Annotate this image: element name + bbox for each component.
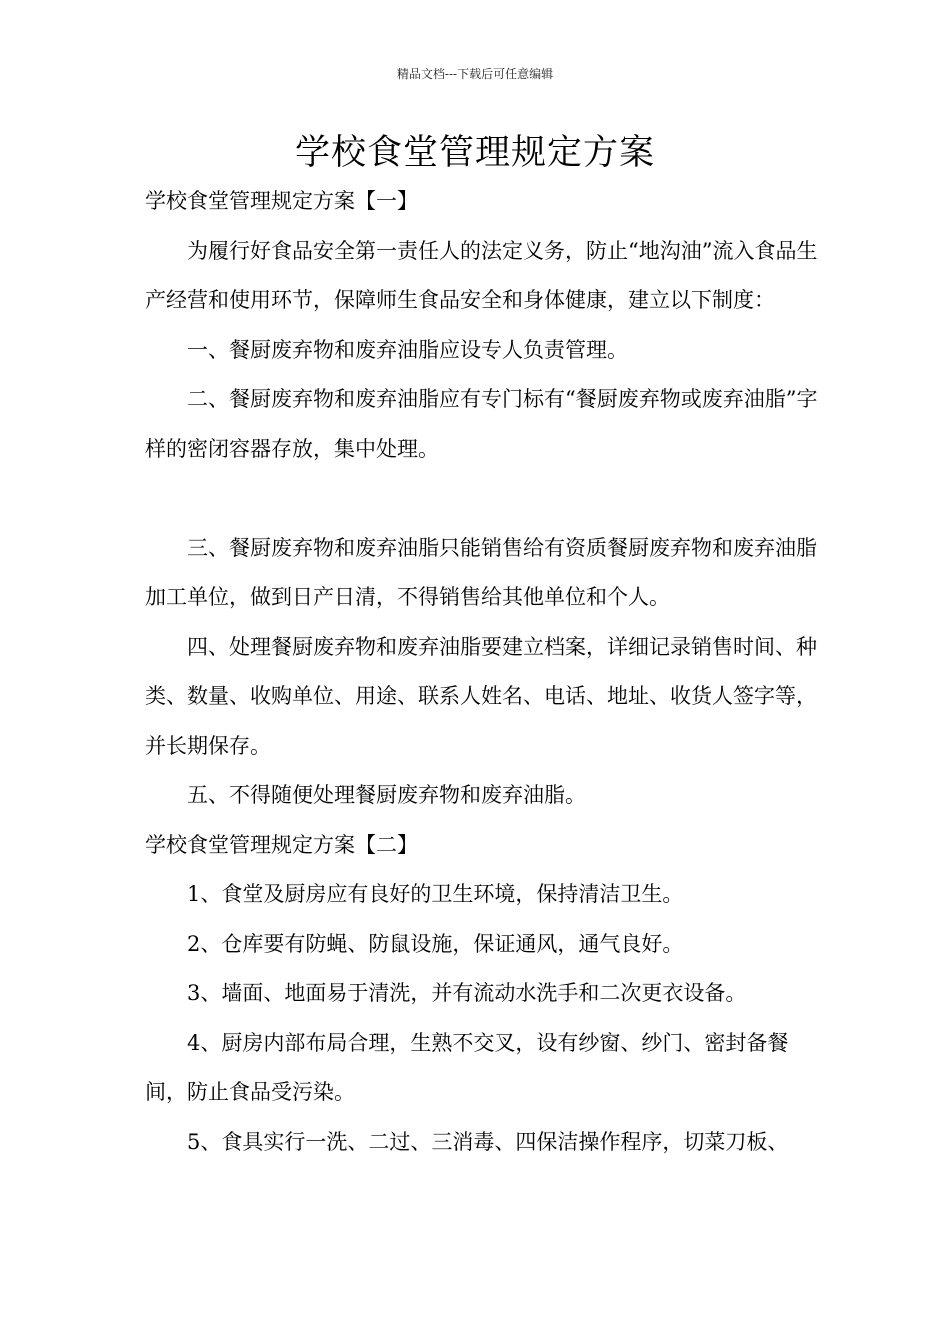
header-note: 精品文档---下载后可任意编辑 xyxy=(396,67,554,81)
paragraph: 1、食堂及厨房应有良好的卫生环境，保持清洁卫生。 xyxy=(187,882,684,906)
paragraph: 4、厨房内部布局合理，生熟不交叉，设有纱窗、纱门、密封备餐间，防止食品受污染。 xyxy=(145,1030,789,1104)
paragraph: 3、墙面、地面易于清洗，并有流动水洗手和二次更衣设备。 xyxy=(187,981,747,1005)
paragraph: 2、仓库要有防蝇、防鼠设施，保证通风，通气良好。 xyxy=(187,931,684,956)
section-heading-1: 学校食堂管理规定方案【一】 xyxy=(145,189,418,213)
paragraph: 三、餐厨废弃物和废弃油脂只能销售给有资质餐厨废弃物和废弃油脂加工单位，做到日产日清，不得销售给其他单位和个人。 xyxy=(145,535,817,609)
paragraph: 五、不得随便处理餐厨废弃物和废弃油脂。 xyxy=(187,783,586,807)
document-body xyxy=(145,177,825,1167)
paragraph: 一、餐厨废弃物和废弃油脂应设专人负责管理。 xyxy=(187,337,628,362)
paragraph: 二、餐厨废弃物和废弃油脂应有专门标有“餐厨废弃物或废弃油脂”字样的密闭容器存放，集中处理。 xyxy=(145,387,818,461)
paragraph: 为履行好食品安全第一责任人的法定义务，防止“地沟油”流入食品生产经营和使用环节，保障师生食品安全和身体健康，建立以下制度： xyxy=(145,238,818,312)
blank-line xyxy=(145,474,825,524)
section-heading-2: 学校食堂管理规定方案【二】 xyxy=(145,832,418,857)
paragraph: 5、食具实行一洗、二过、三消毒、四保洁操作程序，切菜刀板、 xyxy=(187,1129,789,1154)
paragraph: 四、处理餐厨废弃物和废弃油脂要建立档案，详细记录销售时间、种类、数量、收购单位、用途、联系人姓名、电话、地址、收货人签字等，并长期保存。 xyxy=(145,634,817,758)
document-title: 学校食堂管理规定方案 xyxy=(294,133,655,173)
